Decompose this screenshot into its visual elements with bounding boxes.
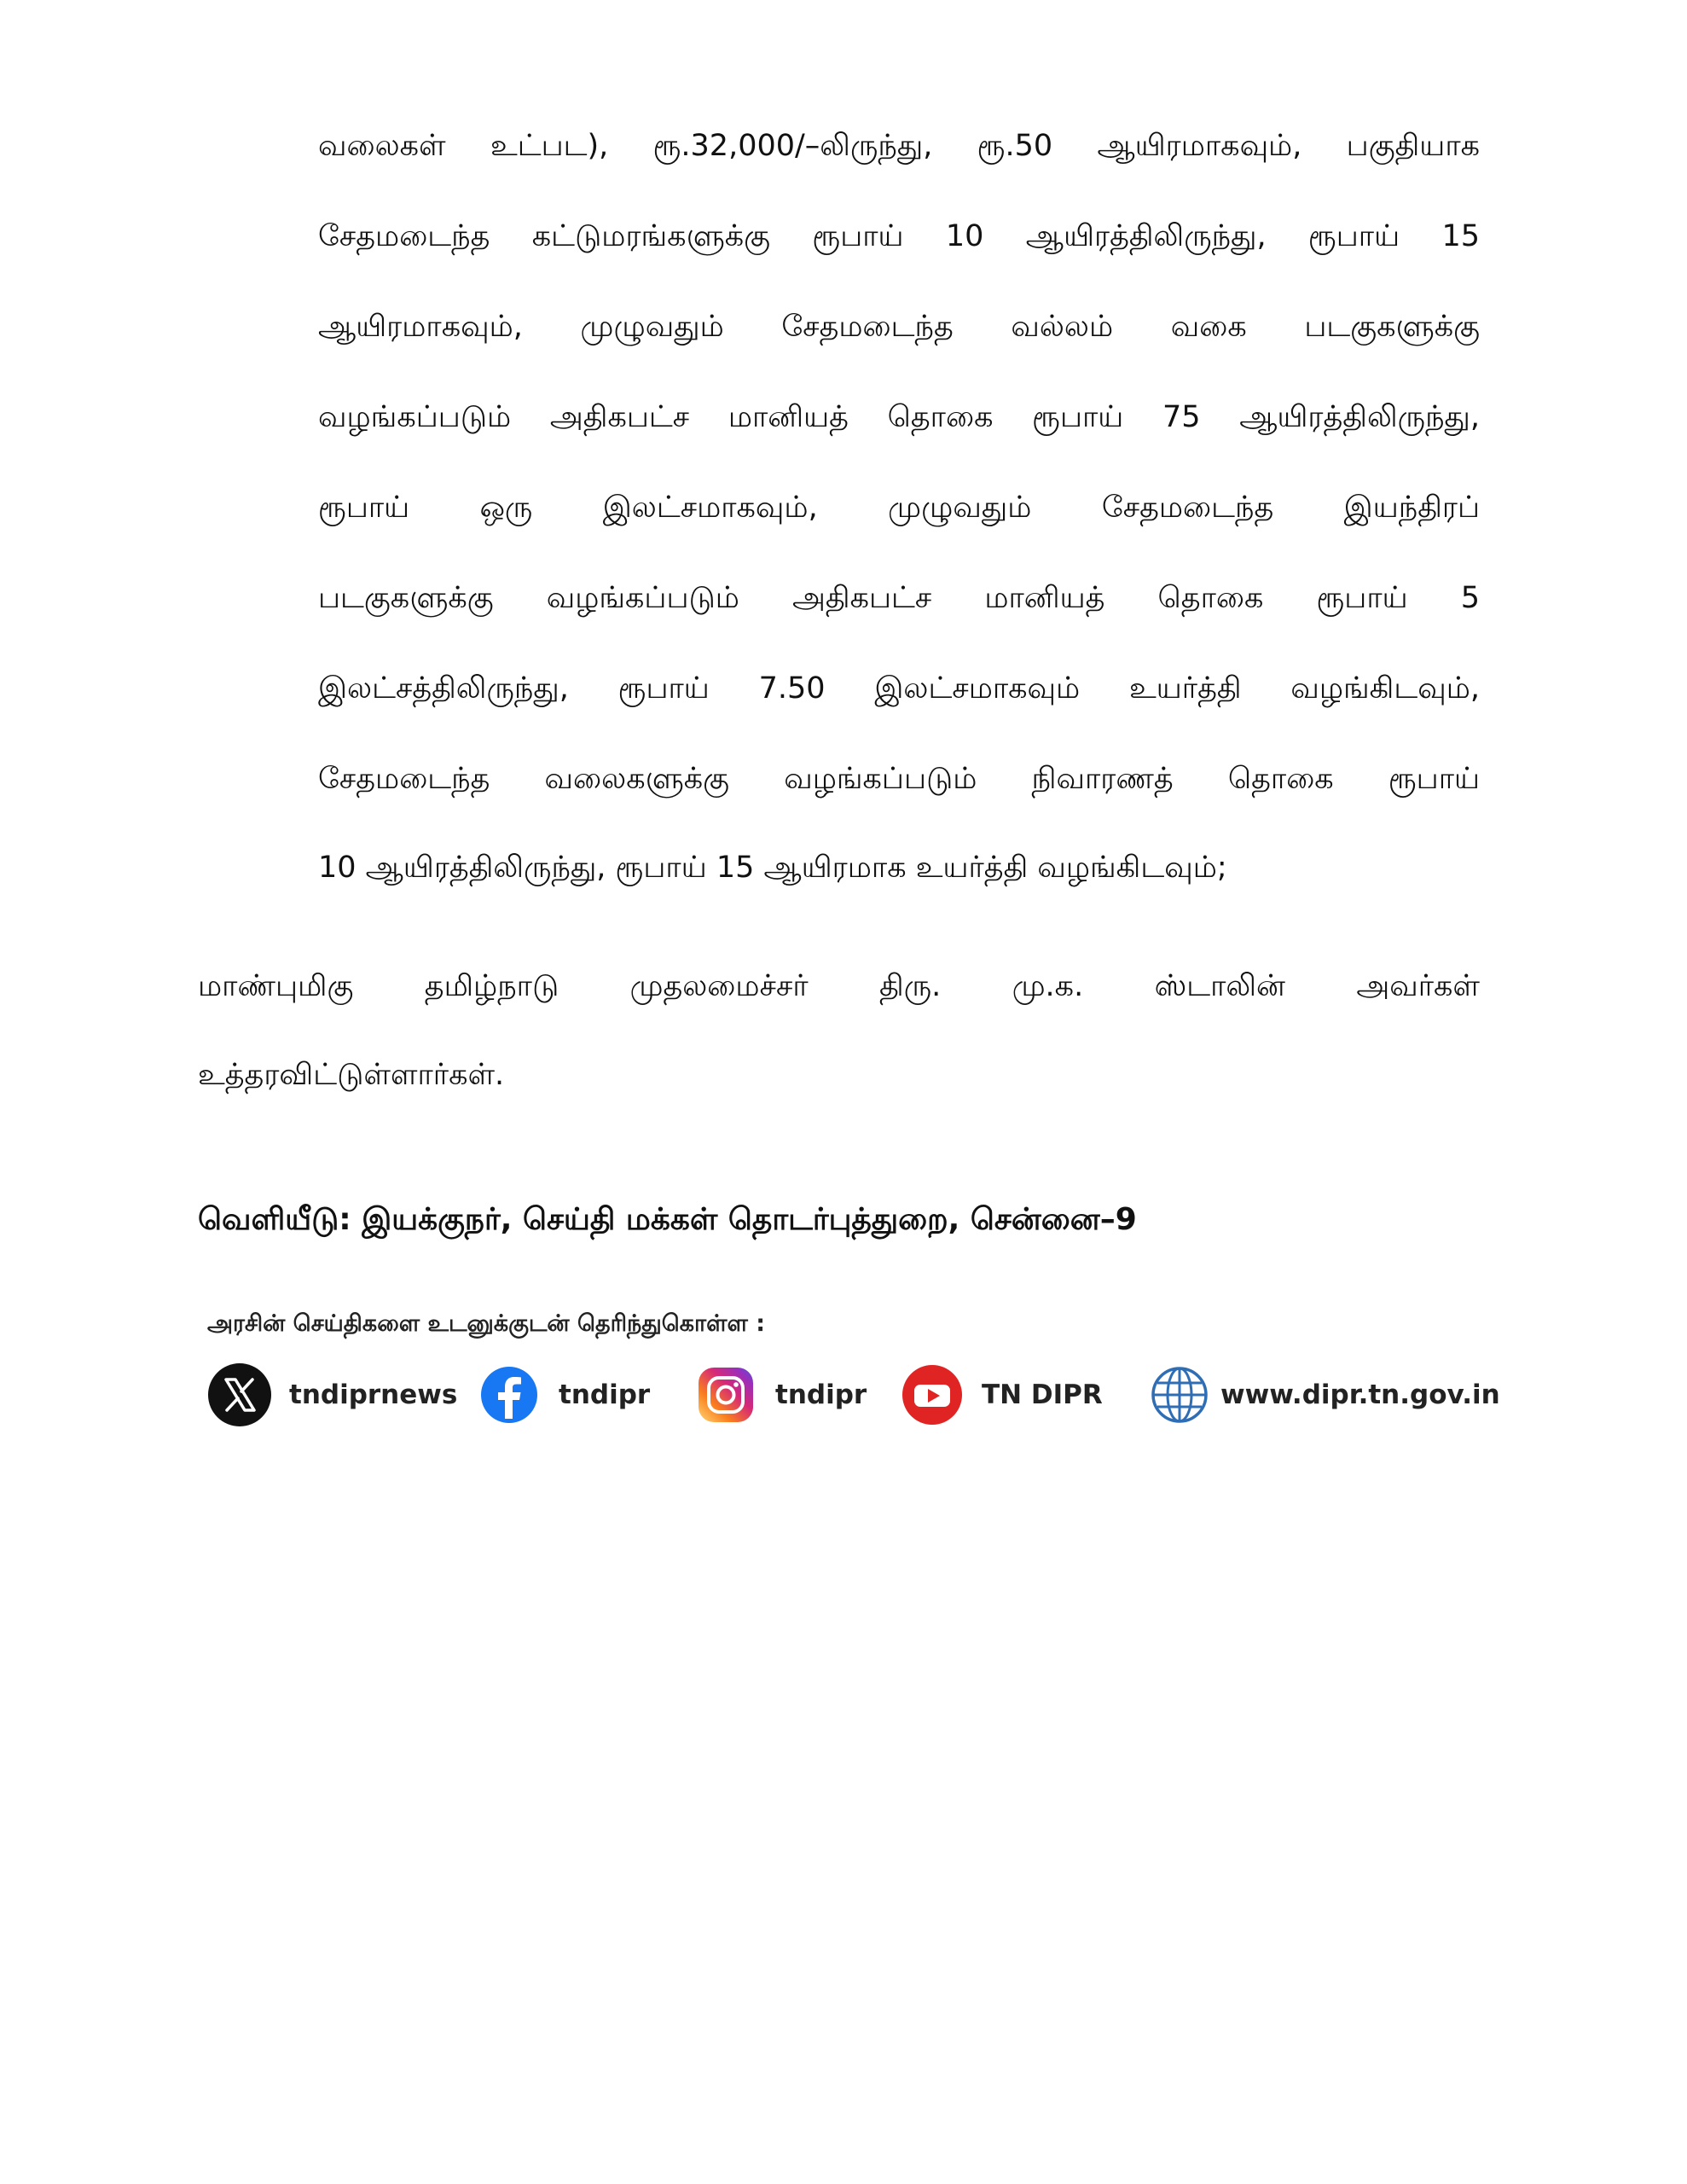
social-facebook-label: tndipr: [559, 1380, 651, 1410]
body-line: ரூபாய் ஒரு இலட்சமாகவும், முழுவதும் சேதமடைந்த இயந்திரப்: [318, 491, 1480, 525]
instagram-icon: [693, 1362, 758, 1427]
body-line: படகுகளுக்கு வழங்கப்படும் அதிகபட்ச மானியத் தொகை ரூபாய் 5: [318, 581, 1480, 615]
youtube-icon: [900, 1362, 965, 1427]
body-paragraph: [318, 101, 1480, 915]
body-line: வழங்கப்படும் அதிகபட்ச மானியத் தொகை ரூபாய் 75 ஆயிரத்திலிருந்து,: [318, 400, 1480, 434]
social-website-label: www.dipr.tn.gov.in: [1220, 1380, 1500, 1410]
body-line: சேதமடைந்த வலைகளுக்கு வழங்கப்படும் நிவாரணத் தொகை ரூபாய்: [318, 762, 1480, 796]
body-line: வலைகள் உட்பட), ரூ.32,000/–லிருந்து, ரூ.50 ஆயிரமாகவும், பகுதியாக: [318, 129, 1480, 163]
conclusion-paragraph: [198, 941, 1480, 1122]
social-instagram[interactable]: [693, 1361, 867, 1429]
social-x[interactable]: [207, 1361, 457, 1429]
body-line: 10 ஆயிரத்திலிருந்து, ரூபாய் 15 ஆயிரமாக உயர்த்தி வழங்கிடவும்;: [318, 851, 1227, 885]
body-line: இலட்சத்திலிருந்து, ரூபாய் 7.50 இலட்சமாகவும் உயர்த்தி வழங்கிடவும்,: [318, 671, 1480, 706]
release-line: வெளியீடு: இயக்குநர், செய்தி மக்கள் தொடர்புத்துறை, சென்னை–9: [198, 1202, 1137, 1237]
conclusion-line: உத்தரவிட்டுள்ளார்கள்.: [198, 1058, 505, 1092]
social-links-row: [207, 1361, 1500, 1429]
social-x-label: tndiprnews: [289, 1380, 458, 1410]
social-instagram-label: tndipr: [775, 1380, 867, 1410]
social-facebook[interactable]: [477, 1361, 650, 1429]
conclusion-line: மாண்புமிகு தமிழ்நாடு முதலமைச்சர் திரு. மு.க. ஸ்டாலின் அவர்கள்: [198, 969, 1480, 1003]
social-youtube[interactable]: [900, 1361, 1103, 1429]
globe-icon: [1147, 1362, 1212, 1427]
body-line: ஆயிரமாகவும், முழுவதும் சேதமடைந்த வல்லம் வகை படகுகளுக்கு: [318, 310, 1480, 344]
body-line: சேதமடைந்த கட்டுமரங்களுக்கு ரூபாய் 10 ஆயிரத்திலிருந்து, ரூபாய் 15: [318, 219, 1480, 253]
social-website[interactable]: [1147, 1361, 1500, 1429]
x-logo-icon: [207, 1362, 272, 1427]
social-youtube-label: TN DIPR: [982, 1380, 1103, 1410]
follow-label: அரசின் செய்திகளை உடனுக்குடன் தெரிந்துகொள்ள :: [207, 1310, 766, 1337]
facebook-icon: [477, 1362, 542, 1427]
